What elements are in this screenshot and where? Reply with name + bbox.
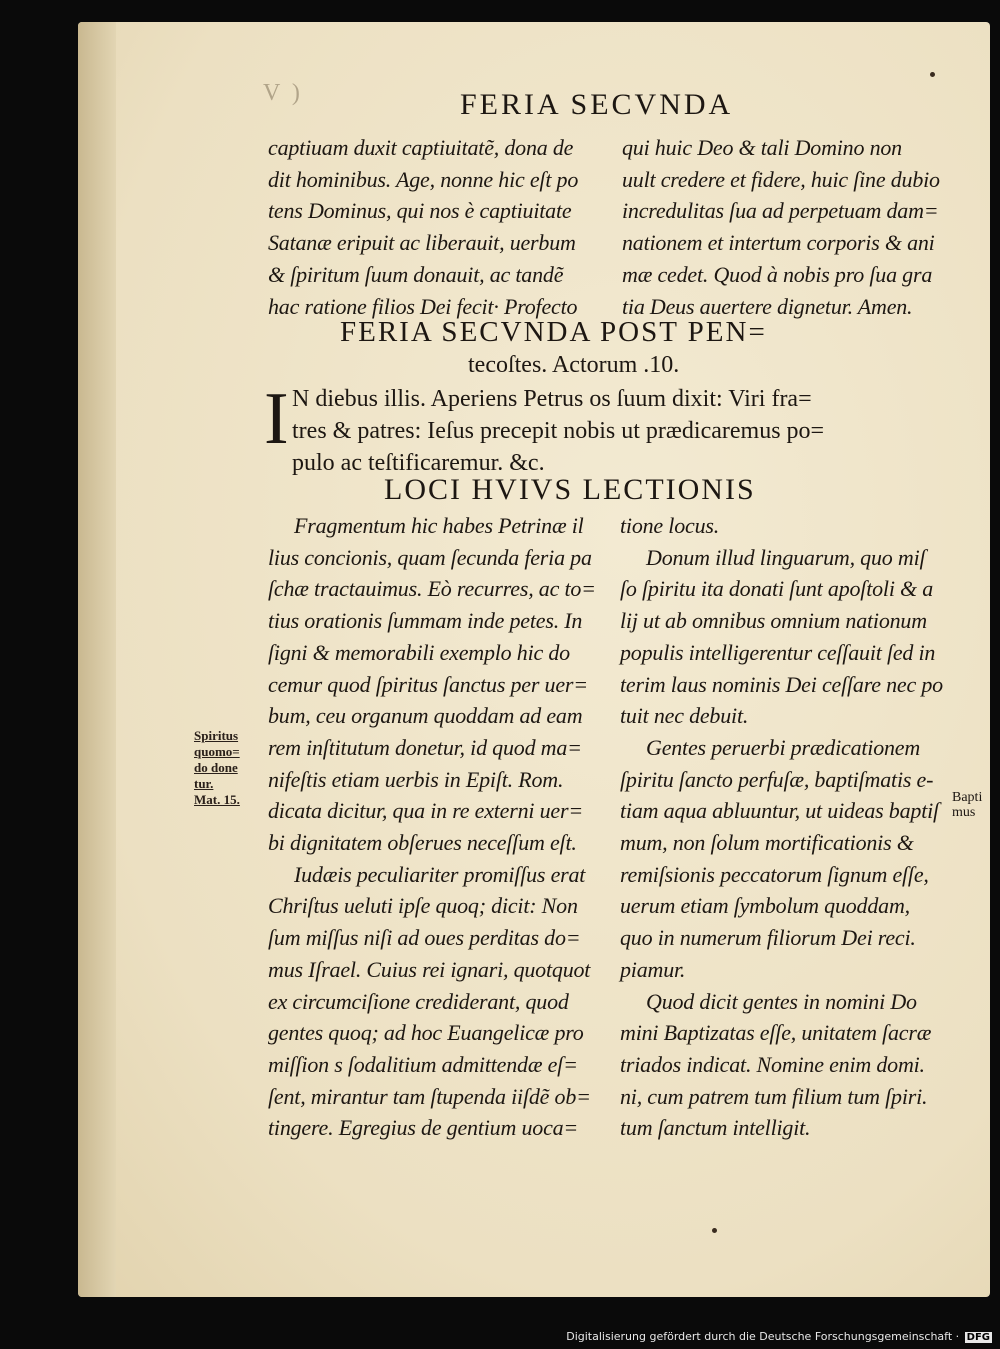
text-line: bum, ceu organum quoddam ad eam <box>268 703 583 729</box>
text-line: Donum illud linguarum, quo miſ <box>646 544 926 570</box>
right-column <box>620 510 943 1144</box>
text-line: tres & patres: Ieſus precepit nobis ut prædicaremus po= <box>292 418 825 444</box>
text-line: lius concionis, quam ſecunda feria pa <box>268 544 592 570</box>
margin-line: tur. <box>194 776 214 791</box>
text-line: tione locus. <box>620 513 720 538</box>
faded-page-number: V ) <box>263 80 303 106</box>
text-line: cemur quod ſpiritus ſanctus per uer= <box>268 671 588 697</box>
text-line: qui huic Deo & tali Domino non <box>622 135 902 160</box>
section-heading-continuation: tecoſtes. Actorum .10. <box>468 352 680 378</box>
text-line: Quod dicit gentes in nomini Do <box>646 988 917 1014</box>
left-column <box>268 510 596 1144</box>
text-line: mæ cedet. Quod à nobis pro ſua gra <box>622 261 933 287</box>
margin-line: Mat. 15. <box>194 792 240 807</box>
text-line: tius orationis ſummam inde petes. In <box>268 608 583 634</box>
text-line: & ſpiritum ſuum donauit, ac tandẽ <box>268 261 564 287</box>
text-line: tum ſanctum intelligit. <box>620 1115 811 1141</box>
top-left-column <box>268 132 578 322</box>
text-line: ni, cum patrem tum filium tum ſpiri. <box>620 1083 928 1109</box>
text-line: piamur. <box>620 956 686 982</box>
margin-note-right <box>952 790 982 820</box>
paper-speck <box>712 1228 717 1233</box>
text-line: nifeſtis etiam uerbis in Epiſt. Rom. <box>268 766 564 792</box>
text-line: N diebus illis. Aperiens Petrus os ſuum dixit: Viri fra= <box>292 386 812 412</box>
page-gutter <box>78 22 116 1297</box>
digitization-footer <box>566 1330 992 1343</box>
text-line: remiſsionis peccatorum ſignum eſſe, <box>620 861 929 887</box>
text-line: ſchæ tractauimus. Eò recurres, ac to= <box>268 576 596 602</box>
drop-cap: I <box>264 378 289 460</box>
dfg-logo: DFG <box>966 1332 990 1343</box>
text-line: ſent, mirantur tam ſtupenda iiſdẽ ob= <box>268 1083 591 1109</box>
text-line: Fragmentum hic habes Petrinæ il <box>294 513 584 538</box>
text-line: nationem et intertum corporis & ani <box>622 230 935 256</box>
footer-text: Digitalisierung gefördert durch die Deutsche Forschungsgemeinschaft · <box>566 1330 960 1343</box>
text-line: Iudæis peculiariter promiſſus erat <box>294 861 586 887</box>
paper-speck <box>930 72 935 77</box>
text-line: lij ut ab omnibus omnium nationum <box>620 608 927 634</box>
text-line: Chriſtus ueluti ipſe quoq; dicit: Non <box>268 893 578 919</box>
text-line: ſo ſpiritu ita donati ſunt apoſtoli & a <box>620 576 934 602</box>
text-line: uerum etiam ſymbolum quoddam, <box>620 893 910 919</box>
loci-heading: LOCI HVIVS LECTIONIS <box>384 473 756 506</box>
text-line: uult credere et fidere, huic ſine dubio <box>622 166 940 192</box>
text-line: tuit nec debuit. <box>620 703 749 729</box>
text-line: gentes quoq; ad hoc Euangelicæ pro <box>268 1020 584 1046</box>
text-line: populis intelligerentur ceſſauit ſed in <box>620 639 936 665</box>
margin-line: do done <box>194 760 238 775</box>
text-line: terim laus nominis Dei ceſſare nec po <box>620 671 943 697</box>
text-line: tingere. Egregius de gentium uoca= <box>268 1115 579 1141</box>
intro-text <box>292 383 824 479</box>
text-line: tia Deus auertere dignetur. Amen. <box>622 293 913 319</box>
text-line: mum, non ſolum mortificationis & <box>620 830 914 856</box>
text-line: mini Baptizatas eſſe, unitatem ſacræ <box>620 1020 932 1046</box>
text-line: Gentes peruerbi prædicationem <box>646 734 921 760</box>
text-line: pulo ac teſtificaremur. &c. <box>292 450 545 476</box>
text-line: ſum miſſus niſi ad oues perditas do= <box>268 925 581 951</box>
text-line: tiam aqua abluuntur, ut uideas baptiſ <box>620 798 939 824</box>
text-line: dicata dicitur, qua in re externi uer= <box>268 798 583 824</box>
text-line: Satanæ eripuit ac liberauit, uerbum <box>268 230 576 256</box>
text-line: miſſion s ſodalitium admittendæ eſ= <box>268 1051 578 1077</box>
text-line: captiuam duxit captiuitatẽ, dona de <box>268 135 574 160</box>
text-line: triados indicat. Nomine enim domi. <box>620 1051 925 1077</box>
text-line: dit hominibus. Age, nonne hic eſt po <box>268 166 579 192</box>
text-line: tens Dominus, qui nos è captiuitate <box>268 198 572 224</box>
text-line: bi dignitatem obſerues neceſſum eſt. <box>268 830 577 856</box>
text-line: ſpiritu ſancto perfuſæ, baptiſmatis e- <box>620 766 934 792</box>
margin-note-left <box>194 728 240 808</box>
running-head: FERIA SECVNDA <box>460 88 734 121</box>
margin-line: Bapti <box>952 790 983 805</box>
top-right-column <box>622 132 940 322</box>
margin-line: mus <box>952 805 976 820</box>
text-line: hac ratione filios Dei fecit· Profecto <box>268 293 578 319</box>
text-line: ſigni & memorabili exemplo hic do <box>268 639 570 665</box>
text-line: incredulitas ſua ad perpetuam dam= <box>622 198 939 224</box>
text-line: rem inſtitutum donetur, id quod ma= <box>268 734 582 760</box>
text-line: mus Iſrael. Cuius rei ignari, quotquot <box>268 956 591 982</box>
margin-line: Spiritus <box>194 728 239 743</box>
section-heading: FERIA SECVNDA POST PEN= <box>340 316 767 348</box>
text-line: ex circumciſione crediderant, quod <box>268 988 569 1014</box>
margin-line: quomo= <box>194 744 240 759</box>
text-line: quo in numerum filiorum Dei reci. <box>620 925 916 951</box>
